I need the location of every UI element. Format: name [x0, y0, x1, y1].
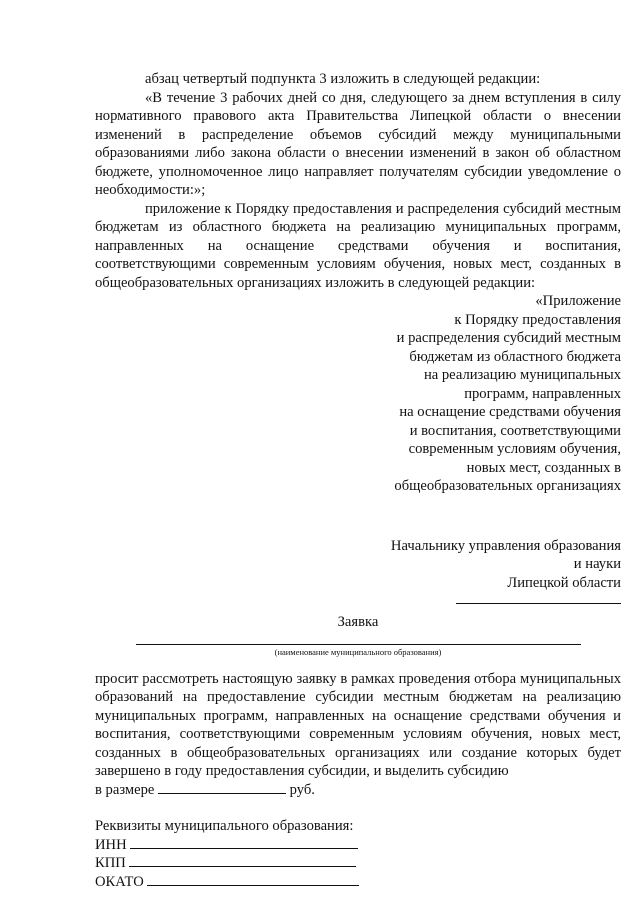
okato-field: [147, 873, 359, 886]
amendment-paragraph-2: «В течение 3 рабочих дней со дня, следующего за днем вступления в силу нормативного правового акта Правительства Липецкой области о внесении изменений в распределение объемов субсидий между муниципальными образованиями либо закона области о внесении изменений в закон об областном бюджете, уполномоченное лицо направляет получателям субсидии уведомление о необходимости:»;: [95, 89, 621, 198]
amendment-paragraph-3: приложение к Порядку предоставления и распределения субсидий местным бюджетам из областного бюджета на реализацию муниципальных программ, направленных на оснащение средствами обучения и воспитания, соответствующими современным условиям обучения, новых мест, созданных в общеобразовательных организациях изложить в следующей редакции:: [95, 200, 621, 291]
addressee-line: Липецкой области: [507, 574, 621, 591]
appendix-line: к Порядку предоставления: [454, 311, 621, 328]
requisites-title: Реквизиты муниципального образования:: [95, 818, 354, 834]
inn-field: [130, 836, 358, 849]
kpp-field: [129, 854, 356, 867]
document-page: [95, 70, 621, 891]
application-body: просит рассмотреть настоящую заявку в рамках проведения отбора муниципальных образований на предоставление субсидии местным бюджетам на реализацию муниципальных программ, направленных на оснащение средствами обучения и воспитания, соответствующими современным условиям обучения, новых мест, созданных в общеобразовательных организациях или создание которых будет завершено в году предоставления субсидии, и выделить субсидию: [95, 670, 621, 779]
appendix-title: «Приложение: [535, 293, 621, 309]
amount-row: [95, 781, 621, 800]
appendix-line: на реализацию муниципальных: [423, 367, 621, 383]
municipality-name-caption: (наименование муниципального образования): [274, 646, 442, 657]
kpp-label: КПП: [95, 855, 126, 871]
amount-prefix: в размере: [95, 781, 155, 798]
appendix-line: и распределения субсидий местным: [396, 330, 621, 346]
appendix-line: программ, направленных: [464, 385, 621, 402]
addressee-line: и науки: [573, 556, 621, 572]
appendix-line: и воспитания, соответствующими: [409, 422, 621, 439]
inn-label: ИНН: [95, 836, 127, 853]
appendix-line: современным условиям обучения,: [408, 441, 621, 457]
appendix-line: новых мест, созданных в: [466, 459, 621, 476]
appendix-line: общеобразовательных организациях: [394, 478, 621, 494]
inn-row: [95, 836, 621, 855]
amount-field: [158, 781, 286, 794]
kpp-row: [95, 854, 621, 873]
okato-label: ОКАТО: [95, 873, 144, 890]
application-title: Заявка: [337, 614, 379, 630]
appendix-line: бюджетам из областного бюджета: [409, 348, 621, 365]
signature-line: [456, 603, 621, 604]
amount-suffix: руб.: [289, 781, 315, 798]
okato-row: [95, 873, 621, 892]
addressee-line: Начальнику управления образования: [390, 537, 621, 554]
addressee-block: [95, 537, 621, 605]
municipality-name-field: [136, 644, 581, 645]
appendix-line: на оснащение средствами обучения: [399, 404, 621, 420]
amendment-paragraph-1: абзац четвертый подпункта 3 изложить в следующей редакции:: [145, 71, 541, 87]
appendix-heading: [327, 292, 621, 496]
